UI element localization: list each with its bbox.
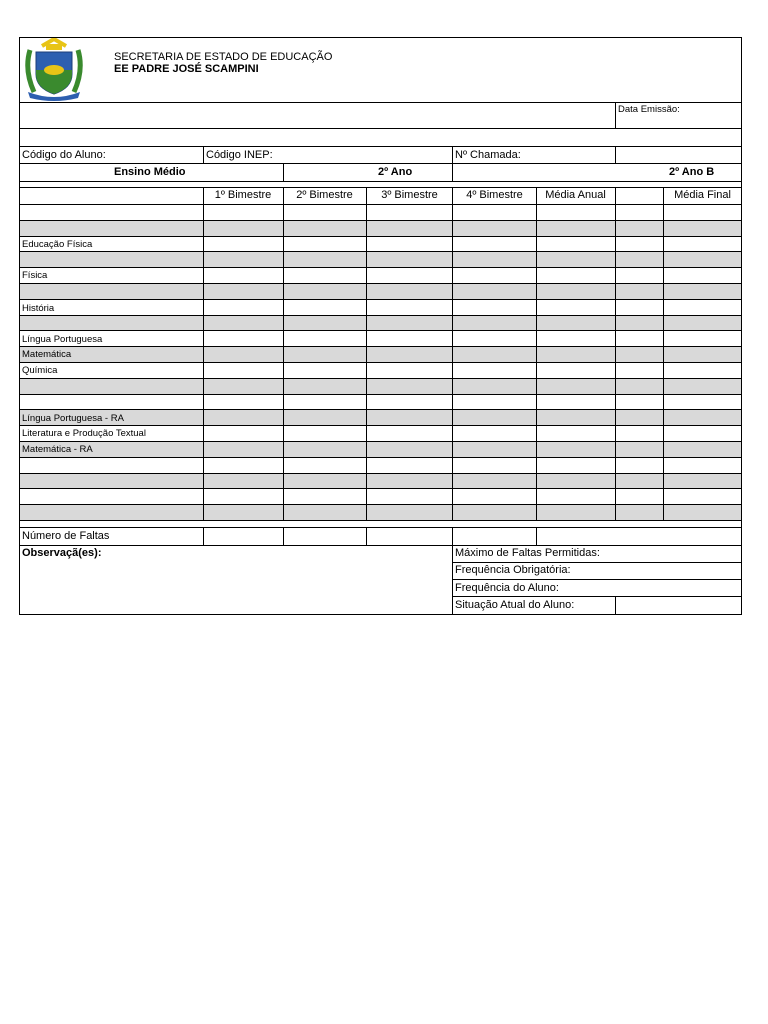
shaded-row xyxy=(20,505,741,520)
table-row-line xyxy=(19,299,742,300)
inep-code-label: Código INEP: xyxy=(206,149,273,161)
table-row-line xyxy=(19,488,742,489)
column-header-1st-bimester: 1º Bimestre xyxy=(214,189,272,201)
column-header-annual-average: Média Anual xyxy=(545,189,606,201)
institution-name: SECRETARIA DE ESTADO DE EDUCAÇÃO xyxy=(114,51,333,63)
subject-label: Química xyxy=(22,365,58,376)
observations-label: Observaçã(es): xyxy=(22,547,102,559)
table-row-line xyxy=(19,441,742,442)
subject-label: Língua Portuguesa - RA xyxy=(22,413,124,424)
school-year: 2º Ano xyxy=(378,166,413,178)
subject-label: Língua Portuguesa xyxy=(22,334,103,345)
table-column-line xyxy=(615,187,616,521)
table-row-line xyxy=(19,425,742,426)
school-name: EE PADRE JOSÉ SCAMPINI xyxy=(114,63,259,75)
column-header-4th-bimester: 4º Bimestre xyxy=(466,189,523,201)
shaded-row xyxy=(20,410,741,425)
shaded-row xyxy=(20,252,741,267)
absences-label: Número de Faltas xyxy=(22,530,110,542)
class-name: 2º Ano B xyxy=(669,166,715,178)
subject-label: Literatura e Produção Textual xyxy=(22,428,146,439)
table-row-line xyxy=(19,267,742,268)
table-row-line xyxy=(19,236,742,237)
shaded-row xyxy=(20,347,741,362)
student-status-label: Situação Atual do Aluno: xyxy=(455,599,575,611)
subject-label: Física xyxy=(22,270,48,281)
table-column-line xyxy=(283,187,284,521)
shaded-row xyxy=(20,221,741,236)
subject-label: Educação Física xyxy=(22,239,93,250)
table-row-line xyxy=(19,251,742,252)
column-header-3rd-bimester: 3º Bimestre xyxy=(381,189,438,201)
table-row-line xyxy=(19,394,742,395)
table-row-line xyxy=(19,346,742,347)
table-row-line xyxy=(19,457,742,458)
table-row-line xyxy=(19,504,742,505)
table-column-line xyxy=(663,187,664,521)
student-code-label: Código do Aluno: xyxy=(22,149,106,161)
required-frequency-label: Frequência Obrigatória: xyxy=(455,564,571,576)
max-absences-label: Máximo de Faltas Permitidas: xyxy=(455,547,600,559)
call-number-label: Nº Chamada: xyxy=(455,149,521,161)
table-row-line xyxy=(19,473,742,474)
table-row-line xyxy=(19,220,742,221)
subject-label: Matemática - RA xyxy=(22,444,93,455)
table-row-line xyxy=(19,315,742,316)
table-row-line xyxy=(19,409,742,410)
table-column-line xyxy=(452,187,453,521)
table-column-line xyxy=(536,187,537,521)
issue-date-label: Data Emissão: xyxy=(618,104,680,115)
shaded-row xyxy=(20,284,741,299)
state-coat-of-arms-icon xyxy=(22,38,86,101)
education-level: Ensino Médio xyxy=(114,166,186,178)
subject-label: História xyxy=(22,303,55,314)
shaded-row xyxy=(20,474,741,489)
subject-label: Matemática xyxy=(22,349,72,360)
table-column-line xyxy=(366,187,367,521)
table-row-line xyxy=(19,520,742,521)
table-row-line xyxy=(19,330,742,331)
table-column-line xyxy=(203,187,204,521)
shaded-row xyxy=(20,316,741,331)
student-frequency-label: Frequência do Aluno: xyxy=(455,582,559,594)
table-row-line xyxy=(19,378,742,379)
table-row-line xyxy=(19,283,742,284)
table-row-line xyxy=(19,362,742,363)
column-header-2nd-bimester: 2º Bimestre xyxy=(296,189,353,201)
shaded-row xyxy=(20,442,741,457)
table-row-line xyxy=(19,204,742,205)
shaded-row xyxy=(20,379,741,394)
column-header-final-average: Média Final xyxy=(674,189,731,201)
